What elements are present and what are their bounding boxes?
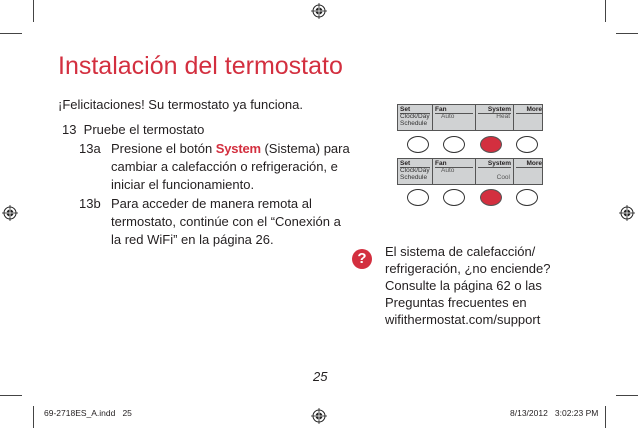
help-line3: Consulte la página 62 o las: [385, 278, 542, 293]
fan-segment: [433, 159, 476, 184]
registration-mark-icon: [619, 205, 635, 221]
more-segment: [514, 159, 544, 184]
step-13b-line2: termostato, continúe con el “Conexión a: [111, 214, 341, 229]
step-13a-after: (Sistema) para: [260, 141, 350, 156]
crop-mark: [33, 0, 34, 22]
step-13a-line2: cambiar a calefacción o refrigeración, e: [111, 159, 338, 174]
fan-value: Auto: [441, 113, 455, 120]
crop-mark: [0, 395, 22, 396]
help-line5: wifithermostat.com/support: [385, 312, 541, 327]
more-button[interactable]: [516, 136, 538, 153]
more-button[interactable]: [516, 189, 538, 206]
more-label: More: [516, 106, 542, 114]
fan-button[interactable]: [443, 189, 465, 206]
help-line4: Preguntas frecuentes en: [385, 295, 527, 310]
fan-label: Fan: [435, 160, 473, 168]
set-button[interactable]: [407, 136, 429, 153]
system-button[interactable]: [480, 189, 502, 206]
step-13b-number: 13b: [79, 196, 101, 211]
more-label: More: [516, 160, 542, 168]
page-number: 25: [313, 369, 328, 384]
intro-text: ¡Felicitaciones! Su termostato ya funciona.: [58, 97, 303, 112]
set-label: Set: [400, 160, 430, 168]
crop-mark: [33, 406, 34, 428]
registration-mark-icon: [311, 408, 327, 424]
step-13a-text: [111, 140, 350, 194]
system-label: System: [478, 106, 511, 114]
crop-mark: [616, 395, 638, 396]
step-13b-line3: la red WiFi” en la página 26.: [111, 232, 274, 247]
clock-day-label: Clock/Day: [400, 113, 430, 120]
step-13b-text: [111, 195, 341, 249]
schedule-label: Schedule: [400, 120, 428, 127]
slug-file: 69-2718ES_A.indd 25: [44, 408, 132, 418]
thermostat-display-heat: [397, 104, 543, 131]
set-label: Set: [400, 106, 430, 114]
step-13a-line3: iniciar el funcionamiento.: [111, 177, 255, 192]
step-13a-line1: [111, 140, 350, 158]
crop-mark: [616, 33, 638, 34]
clock-day-label: Clock/Day: [400, 167, 430, 174]
fan-label: Fan: [435, 106, 473, 114]
help-text: [385, 243, 585, 328]
crop-mark: [605, 0, 606, 22]
registration-mark-icon: [311, 3, 327, 19]
slug-date: 8/13/2012 3:02:23 PM: [510, 408, 599, 418]
system-label: System: [478, 160, 511, 168]
step-13a-before: Presione el botón: [111, 141, 216, 156]
system-word: System: [215, 141, 261, 156]
thermostat-display-cool: [397, 158, 543, 185]
system-value: Cool: [496, 174, 510, 181]
set-button[interactable]: [407, 189, 429, 206]
fan-value: Auto: [441, 167, 455, 174]
step-13b-line1: Para acceder de manera remota al: [111, 196, 312, 211]
more-segment: [514, 105, 544, 130]
system-value: Heat: [496, 113, 510, 120]
crop-mark: [605, 406, 606, 428]
page-title: Instalación del termostato: [58, 52, 343, 80]
help-line1: El sistema de calefacción/: [385, 244, 536, 259]
fan-segment: [433, 105, 476, 130]
set-segment: [398, 159, 433, 184]
help-line2: refrigeración, ¿no enciende?: [385, 261, 551, 276]
system-button[interactable]: [480, 136, 502, 153]
step-13a-number: 13a: [79, 141, 101, 156]
set-segment: [398, 105, 433, 130]
fan-button[interactable]: [443, 136, 465, 153]
question-icon: ?: [352, 249, 372, 269]
registration-mark-icon: [2, 205, 18, 221]
schedule-label: Schedule: [400, 174, 428, 181]
crop-mark: [0, 33, 22, 34]
system-segment: [476, 159, 514, 184]
step-13-heading: 13 Pruebe el termostato: [62, 122, 205, 137]
system-segment: [476, 105, 514, 130]
